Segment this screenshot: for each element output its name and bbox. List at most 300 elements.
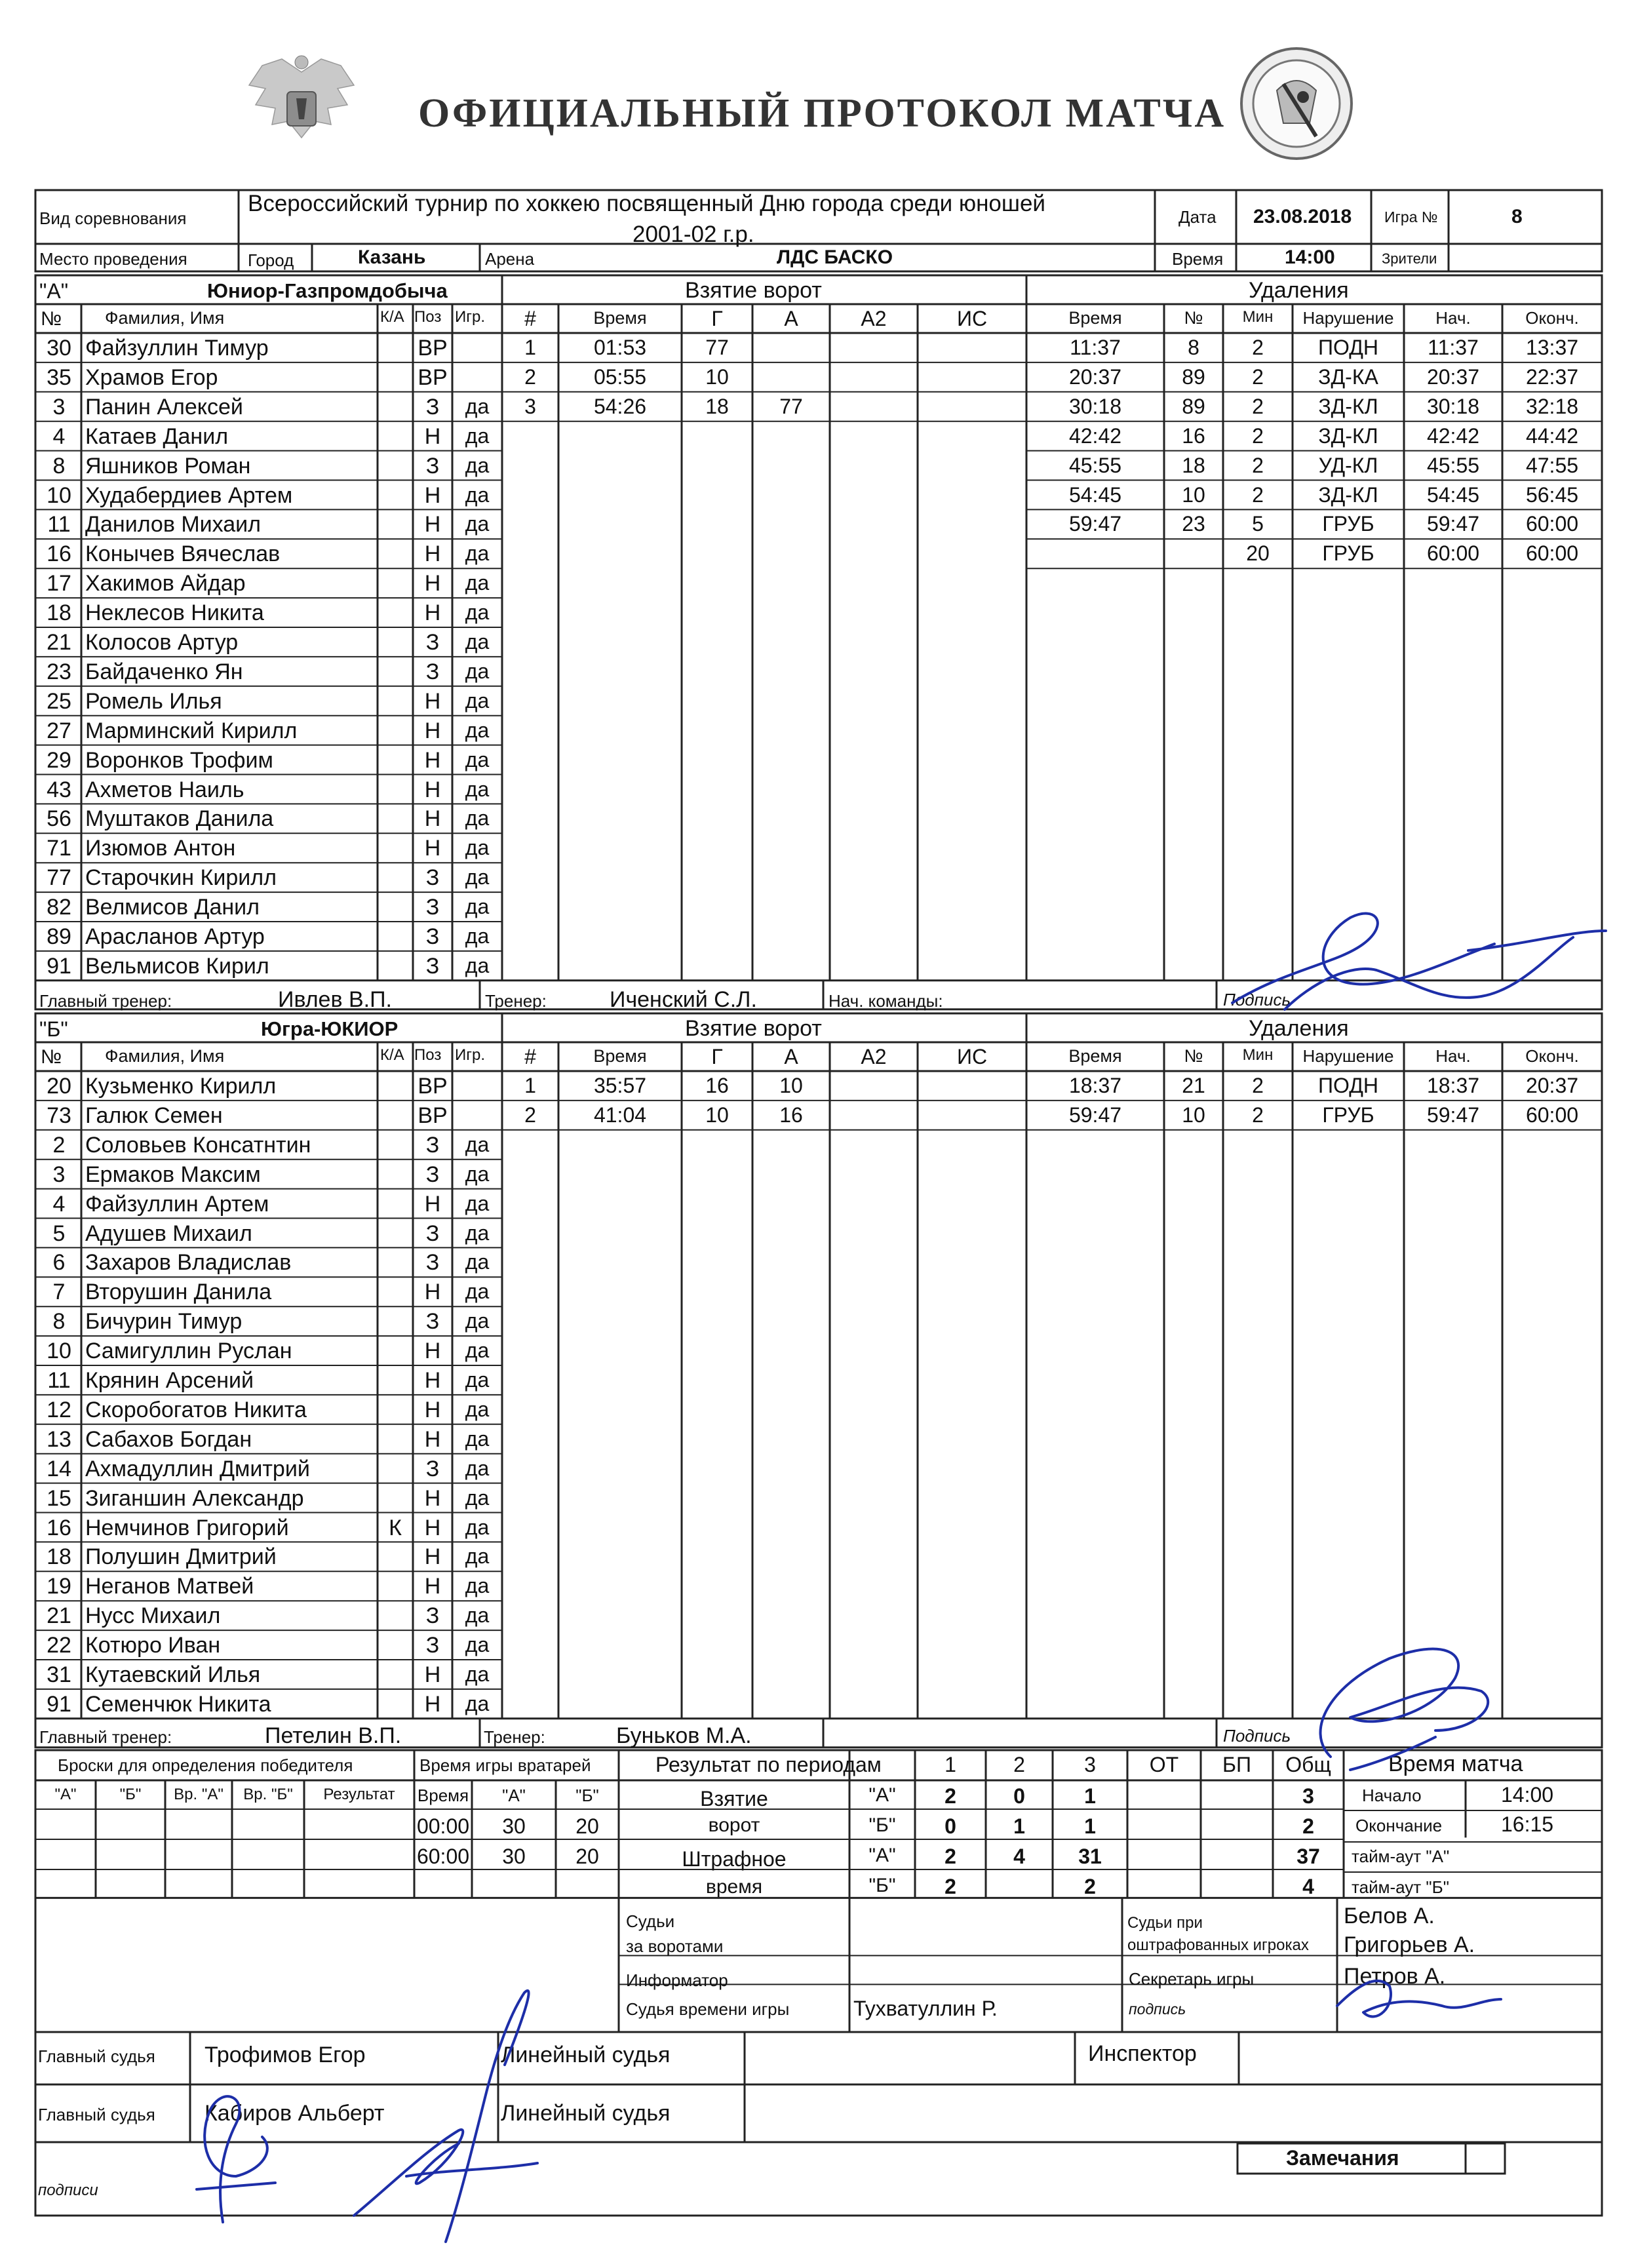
player-position: З <box>425 1309 440 1335</box>
player-position: Н <box>424 541 441 567</box>
goal-assist: 10 <box>779 1074 803 1097</box>
gk-time-title: Время игры вратарей <box>419 1755 591 1775</box>
summary-cell: 1 <box>1084 1814 1096 1838</box>
summary-cell: 4 <box>1302 1875 1314 1898</box>
player-position: Н <box>424 1485 441 1511</box>
penalty-violation: ПОДН <box>1318 1074 1378 1097</box>
penalty-violation: ЗД-КА <box>1318 364 1378 389</box>
timeout-a-label: тайм-аут "А" <box>1352 1847 1450 1866</box>
summary-cell: 1 <box>1084 1784 1096 1808</box>
gk-col: "Б" <box>575 1786 599 1805</box>
linesman-label-2: Линейный судья <box>501 2101 671 2126</box>
player-number: 5 <box>52 1221 66 1246</box>
player-played: да <box>465 747 490 772</box>
player-position: ВР <box>418 336 448 361</box>
player-played: да <box>465 600 490 625</box>
player-position: Н <box>424 747 441 773</box>
team-b-head-coach-label: Главный тренер: <box>39 1727 172 1747</box>
player-number: 6 <box>52 1250 66 1276</box>
penalty-violation: ЗД-КЛ <box>1318 394 1378 418</box>
main-referee-2: Кабиров Альберт <box>204 2101 385 2126</box>
goal-index: 3 <box>524 394 536 418</box>
player-number: 30 <box>47 336 71 361</box>
player-number: 15 <box>47 1485 71 1511</box>
team-a-head-coach: Ивлев В.П. <box>278 987 392 1012</box>
city-value: Казань <box>358 246 426 268</box>
team-b-col-pen-time: Время <box>1068 1046 1122 1066</box>
player-number: 17 <box>47 571 71 596</box>
player-played: да <box>465 1426 490 1451</box>
player-position: З <box>425 865 440 891</box>
goal-assist: 77 <box>779 394 803 418</box>
team-b-col-pen-num: № <box>1184 1046 1203 1066</box>
goal-assist: 16 <box>779 1103 803 1127</box>
player-played: да <box>465 1691 490 1715</box>
player-position: Н <box>424 1339 441 1364</box>
team-b-col-a: А <box>784 1045 798 1068</box>
team-a-col-a2: А2 <box>861 307 887 330</box>
penalty-time: 11:37 <box>1070 336 1121 359</box>
main-referee-label-1: Главный судья <box>38 2046 155 2066</box>
player-position: З <box>425 895 440 920</box>
player-position: Н <box>424 1397 441 1422</box>
player-played: да <box>465 1574 490 1598</box>
competition-value-line2: 2001-02 г.р. <box>633 222 754 247</box>
penalty-end: 60:00 <box>1525 541 1579 566</box>
main-referee-label-2: Главный судья <box>38 2105 155 2124</box>
team-a-col-name: Фамилия, Имя <box>105 308 225 328</box>
player-name: Худабердиев Артем <box>85 482 293 508</box>
penalty-judges-label-1: Судьи при <box>1127 1914 1203 1932</box>
team-b-col-hash: # <box>524 1045 536 1068</box>
team-a-col-is: ИС <box>956 307 988 330</box>
player-position: З <box>425 1132 440 1158</box>
player-position: З <box>425 1456 440 1481</box>
penalty-start: 20:37 <box>1426 364 1480 389</box>
player-position: Н <box>424 571 441 596</box>
penalty-player: 10 <box>1182 1103 1205 1127</box>
penalty-violation: ГРУБ <box>1322 512 1374 536</box>
penalty-minutes: 2 <box>1252 482 1264 507</box>
player-played: да <box>465 1280 490 1304</box>
time-judge-value: Тухватуллин Р. <box>853 1997 998 2020</box>
penalty-violation: ГРУБ <box>1322 541 1374 566</box>
summary-cell: 3 <box>1302 1784 1314 1808</box>
secretary-value: Петров А. <box>1344 1964 1446 1989</box>
summary-cell: 2 <box>945 1784 956 1808</box>
player-number: 4 <box>52 1191 66 1217</box>
player-name: Семенчюк Никита <box>85 1691 271 1717</box>
player-played: да <box>465 1603 490 1628</box>
player-name: Изюмов Антон <box>85 836 236 861</box>
penalty-start: 59:47 <box>1426 512 1480 536</box>
player-name: Неганов Матвей <box>85 1574 254 1599</box>
player-number: 23 <box>47 659 71 684</box>
penalty-time: 18:37 <box>1068 1074 1122 1097</box>
penalty-violation: УД-КЛ <box>1318 453 1378 477</box>
player-position: Н <box>424 806 441 832</box>
player-name: Адушев Михаил <box>85 1221 252 1246</box>
goal-index: 1 <box>524 336 536 359</box>
player-number: 2 <box>52 1132 66 1158</box>
player-name: Нусс Михаил <box>85 1603 221 1629</box>
match-time-title: Время матча <box>1388 1751 1523 1776</box>
team-a-penalties-title: Удаления <box>1249 278 1349 303</box>
summary-cell: 0 <box>1013 1784 1025 1808</box>
player-name: Неклесов Никита <box>85 600 264 626</box>
penalty-minutes: 2 <box>1252 394 1264 418</box>
player-number: 3 <box>52 1162 66 1187</box>
penalty-start: 45:55 <box>1426 453 1480 477</box>
player-name: Вторушин Данила <box>85 1280 272 1305</box>
team-b-name: Югра-ЮКИОР <box>261 1017 399 1040</box>
penalty-time: 59:47 <box>1068 1103 1122 1127</box>
player-name: Галюк Семен <box>85 1103 223 1128</box>
player-position: ВР <box>418 364 448 390</box>
penalty-player: 21 <box>1182 1074 1205 1097</box>
penalty-end: 13:37 <box>1525 336 1579 359</box>
player-name: Ахмадуллин Дмитрий <box>85 1456 310 1481</box>
player-position: Н <box>424 1191 441 1217</box>
spectators-label: Зрители <box>1382 250 1437 267</box>
player-played: да <box>465 836 490 860</box>
player-position: З <box>425 453 440 479</box>
penalty-end: 44:42 <box>1525 423 1579 448</box>
player-played: да <box>465 630 490 654</box>
penalty-time: 30:18 <box>1068 394 1122 418</box>
team-a-col-num: № <box>41 308 62 330</box>
time-label: Время <box>1172 249 1224 269</box>
penalty-minutes: 2 <box>1252 364 1264 389</box>
player-name: Катаев Данил <box>85 423 229 449</box>
player-number: 21 <box>47 630 71 655</box>
penalty-judge-2: Григорьев А. <box>1344 1932 1475 1957</box>
player-number: 8 <box>52 453 66 479</box>
team-a-col-pen-num: № <box>1184 308 1203 328</box>
summary-cell: 0 <box>945 1814 956 1838</box>
team-b-penalties-title: Удаления <box>1249 1016 1349 1041</box>
team-b-col-is: ИС <box>956 1045 988 1068</box>
player-position: Н <box>424 1574 441 1599</box>
main-referee-1: Трофимов Егор <box>204 2043 366 2067</box>
player-number: 22 <box>47 1633 71 1658</box>
team-a-col-pos: Поз <box>414 308 442 326</box>
team-a-col-pen-viol: Нарушение <box>1302 308 1394 328</box>
player-name: Байдаченко Ян <box>85 659 243 684</box>
player-name: Кузьменко Кирилл <box>85 1074 277 1099</box>
team-b-letter: "Б" <box>39 1017 68 1041</box>
team-a-signature-label: Подпись <box>1223 990 1291 1009</box>
end-label: Окончание <box>1355 1816 1443 1835</box>
period-col: ОТ <box>1149 1753 1179 1776</box>
penalty-end: 56:45 <box>1525 482 1579 507</box>
player-number: 20 <box>47 1074 71 1099</box>
time-value: 14:00 <box>1285 246 1335 268</box>
team-b-col-pos: Поз <box>414 1046 442 1064</box>
player-played: да <box>465 394 490 418</box>
competition-label: Вид соревнования <box>39 208 187 228</box>
player-played: да <box>465 865 490 890</box>
player-position: З <box>425 630 440 655</box>
player-name: Колосов Артур <box>85 630 239 655</box>
player-position: Н <box>424 688 441 714</box>
player-played: да <box>465 1221 490 1245</box>
shootout-col: "А" <box>54 1786 77 1803</box>
player-number: 10 <box>47 482 71 508</box>
team-a-coach-label: Тренер: <box>485 991 547 1011</box>
pim-label-2: время <box>705 1876 763 1898</box>
player-name: Кутаевский Илья <box>85 1662 261 1687</box>
player-name: Крянин Арсений <box>85 1368 254 1393</box>
team-b-signature-label: Подпись <box>1223 1726 1291 1746</box>
player-name: Велмисов Данил <box>85 895 260 920</box>
player-position: Н <box>424 1691 441 1717</box>
period-col: 3 <box>1084 1753 1096 1776</box>
player-position: Н <box>424 1544 441 1570</box>
player-played: да <box>465 1339 490 1363</box>
shootout-col: Вр. "Б" <box>243 1786 293 1803</box>
gk-col: Время <box>417 1786 469 1805</box>
team-a-letter: "А" <box>39 279 69 303</box>
player-played: да <box>465 953 490 977</box>
team-a-col-pen-min: Мин <box>1242 308 1274 326</box>
player-played: да <box>465 571 490 595</box>
player-number: 14 <box>47 1456 71 1481</box>
goal-time: 54:26 <box>593 394 647 418</box>
player-position: З <box>425 1162 440 1187</box>
player-number: 13 <box>47 1426 71 1452</box>
penalty-start: 42:42 <box>1426 423 1480 448</box>
player-played: да <box>465 1132 490 1156</box>
goal-time: 41:04 <box>593 1103 647 1127</box>
goal-time: 01:53 <box>593 336 647 359</box>
player-played: да <box>465 453 490 477</box>
player-number: 73 <box>47 1103 71 1128</box>
penalty-violation: ГРУБ <box>1322 1103 1374 1127</box>
player-played: да <box>465 1485 490 1510</box>
gk-cell: 20 <box>575 1814 599 1838</box>
penalty-start: 60:00 <box>1426 541 1480 566</box>
end-value: 16:15 <box>1501 1812 1554 1836</box>
summary-cell: 2 <box>945 1845 956 1868</box>
goals-label: Взятие <box>700 1787 768 1810</box>
team-a-col-a: А <box>784 307 798 330</box>
summary-cell: 2 <box>1302 1814 1314 1838</box>
team-b-coach: Буньков М.А. <box>616 1723 752 1748</box>
team-b-col-ka: К/А <box>380 1046 404 1064</box>
game-label: Игра № <box>1384 208 1438 225</box>
goal-judges-label-2: за воротами <box>626 1936 724 1956</box>
shootout-title: Броски для определения победителя <box>58 1755 353 1775</box>
player-name: Яшников Роман <box>85 453 251 479</box>
penalty-minutes: 2 <box>1252 336 1264 359</box>
goals-label-2: ворот <box>708 1814 760 1836</box>
shootout-col: Результат <box>323 1786 395 1803</box>
penalty-time: 59:47 <box>1068 512 1122 536</box>
team-a-col-pen-time: Время <box>1068 308 1122 328</box>
team-b-col-g: Г <box>711 1045 723 1068</box>
page-title: ОФИЦИАЛЬНЫЙ ПРОТОКОЛ МАТЧА <box>418 91 1226 136</box>
player-number: 8 <box>52 1309 66 1335</box>
goal-scorer: 10 <box>705 364 729 389</box>
player-number: 43 <box>47 777 71 802</box>
player-number: 11 <box>47 512 71 538</box>
periods-title: Результат по периодам <box>655 1753 882 1776</box>
team-b-coach-label: Тренер: <box>484 1727 545 1747</box>
player-position: З <box>425 1221 440 1246</box>
player-number: 77 <box>47 865 71 891</box>
player-name: Старочкин Кирилл <box>85 865 277 891</box>
team-a-col-pen-end: Оконч. <box>1525 308 1579 328</box>
secretary-signature-label: подпись <box>1129 2001 1186 2018</box>
summary-cell: 2 <box>1084 1875 1096 1898</box>
secretary-label: Секретарь игры <box>1129 1969 1255 1989</box>
team-b-col-played: Игр. <box>455 1046 486 1064</box>
player-number: 91 <box>47 1691 71 1717</box>
arena-label: Арена <box>485 249 535 269</box>
player-number: 11 <box>47 1368 71 1393</box>
period-col: БП <box>1222 1753 1251 1776</box>
team-a-col-time: Время <box>593 308 647 328</box>
summary-team: "Б" <box>868 1814 896 1836</box>
player-position: З <box>425 1603 440 1629</box>
start-value: 14:00 <box>1501 1783 1554 1807</box>
player-number: 71 <box>47 836 71 861</box>
player-number: 82 <box>47 895 71 920</box>
player-number: 10 <box>47 1339 71 1364</box>
team-a-coach: Иченский С.Л. <box>610 987 757 1012</box>
player-position: Н <box>424 1515 441 1540</box>
player-number: 31 <box>47 1662 71 1687</box>
city-label: Город <box>248 250 294 270</box>
start-label: Начало <box>1362 1786 1422 1805</box>
player-name: Вельмисов Кирил <box>85 953 269 979</box>
player-played: да <box>465 1250 490 1274</box>
player-number: 25 <box>47 688 71 714</box>
player-name: Хакимов Айдар <box>85 571 246 596</box>
penalty-time: 42:42 <box>1068 423 1122 448</box>
penalty-player: 89 <box>1182 364 1205 389</box>
goal-scorer: 77 <box>705 336 729 359</box>
player-played: да <box>465 541 490 566</box>
penalty-minutes: 5 <box>1252 512 1264 536</box>
player-played: да <box>465 806 490 831</box>
team-b-col-name: Фамилия, Имя <box>105 1046 225 1066</box>
player-name: Ромель Илья <box>85 688 222 714</box>
player-number: 89 <box>47 924 71 949</box>
timeout-b-label: тайм-аут "Б" <box>1352 1877 1449 1897</box>
penalty-end: 60:00 <box>1525 1103 1579 1127</box>
player-played: да <box>465 1456 490 1480</box>
player-name: Немчинов Григорий <box>85 1515 289 1540</box>
player-number: 35 <box>47 364 71 390</box>
team-a-goals-title: Взятие ворот <box>685 278 822 303</box>
penalty-player: 8 <box>1188 336 1199 359</box>
player-position: З <box>425 394 440 420</box>
player-position: ВР <box>418 1074 448 1099</box>
team-b-goals-title: Взятие ворот <box>685 1016 822 1041</box>
player-number: 29 <box>47 747 71 773</box>
penalty-end: 47:55 <box>1525 453 1579 477</box>
penalty-start: 59:47 <box>1426 1103 1480 1127</box>
penalty-minutes: 2 <box>1252 1103 1264 1127</box>
summary-team: "А" <box>868 1845 896 1866</box>
player-number: 16 <box>47 541 71 567</box>
summary-team: "Б" <box>868 1875 896 1896</box>
player-played: да <box>465 688 490 713</box>
goal-index: 2 <box>524 1103 536 1127</box>
summary-cell: 4 <box>1013 1845 1025 1868</box>
penalty-time: 20:37 <box>1068 364 1122 389</box>
team-a-col-played: Игр. <box>455 308 486 326</box>
date-value: 23.08.2018 <box>1253 206 1352 227</box>
player-name: Сабахов Богдан <box>85 1426 252 1452</box>
penalty-player: 89 <box>1182 394 1205 418</box>
summary-cell: 1 <box>1013 1814 1025 1838</box>
player-name: Файзуллин Артем <box>85 1191 269 1217</box>
player-played: да <box>465 718 490 742</box>
player-number: 18 <box>47 600 71 626</box>
summary-team: "А" <box>868 1784 896 1806</box>
player-played: да <box>465 1544 490 1569</box>
player-position: Н <box>424 512 441 538</box>
penalty-end: 32:18 <box>1525 394 1579 418</box>
pim-label: Штрафное <box>682 1847 787 1871</box>
penalty-violation: ПОДН <box>1318 336 1378 359</box>
goal-scorer: 18 <box>705 394 729 418</box>
penalty-start: 11:37 <box>1428 336 1479 359</box>
player-number: 12 <box>47 1397 71 1422</box>
team-a-col-pen-start: Нач. <box>1435 308 1471 328</box>
player-position: Н <box>424 1368 441 1393</box>
player-number: 18 <box>47 1544 71 1570</box>
team-a-col-hash: # <box>524 307 536 330</box>
penalty-end: 22:37 <box>1525 364 1579 389</box>
player-played: да <box>465 1662 490 1686</box>
gk-col: "А" <box>502 1786 526 1805</box>
player-number: 27 <box>47 718 71 743</box>
player-name: Бичурин Тимур <box>85 1309 243 1335</box>
player-played: да <box>465 482 490 507</box>
player-name: Храмов Егор <box>85 364 218 390</box>
period-col: Общ <box>1285 1753 1331 1776</box>
gk-cell: 00:00 <box>416 1814 470 1838</box>
player-position: ВР <box>418 1103 448 1128</box>
player-name: Ермаков Максим <box>85 1162 261 1187</box>
player-played: да <box>465 512 490 536</box>
gk-cell: 30 <box>502 1845 526 1868</box>
penalty-minutes: 2 <box>1252 423 1264 448</box>
gk-cell: 60:00 <box>416 1845 470 1868</box>
goal-index: 2 <box>524 364 536 389</box>
team-a-col-ka: К/А <box>380 308 404 326</box>
player-position: Н <box>424 600 441 626</box>
player-number: 3 <box>52 394 66 420</box>
penalty-start: 18:37 <box>1426 1074 1480 1097</box>
player-position: З <box>425 1633 440 1658</box>
player-name: Панин Алексей <box>85 394 243 420</box>
goal-judges-label-1: Судьи <box>626 1911 675 1931</box>
player-name: Скоробогатов Никита <box>85 1397 307 1422</box>
player-name: Муштаков Данила <box>85 806 274 832</box>
player-played: да <box>465 659 490 683</box>
penalty-violation: ЗД-КЛ <box>1318 482 1378 507</box>
signatures-label: подписи <box>38 2181 98 2199</box>
player-name: Воронков Трофим <box>85 747 273 773</box>
penalty-start: 54:45 <box>1426 482 1480 507</box>
player-played: да <box>465 777 490 801</box>
player-played: да <box>465 1368 490 1392</box>
